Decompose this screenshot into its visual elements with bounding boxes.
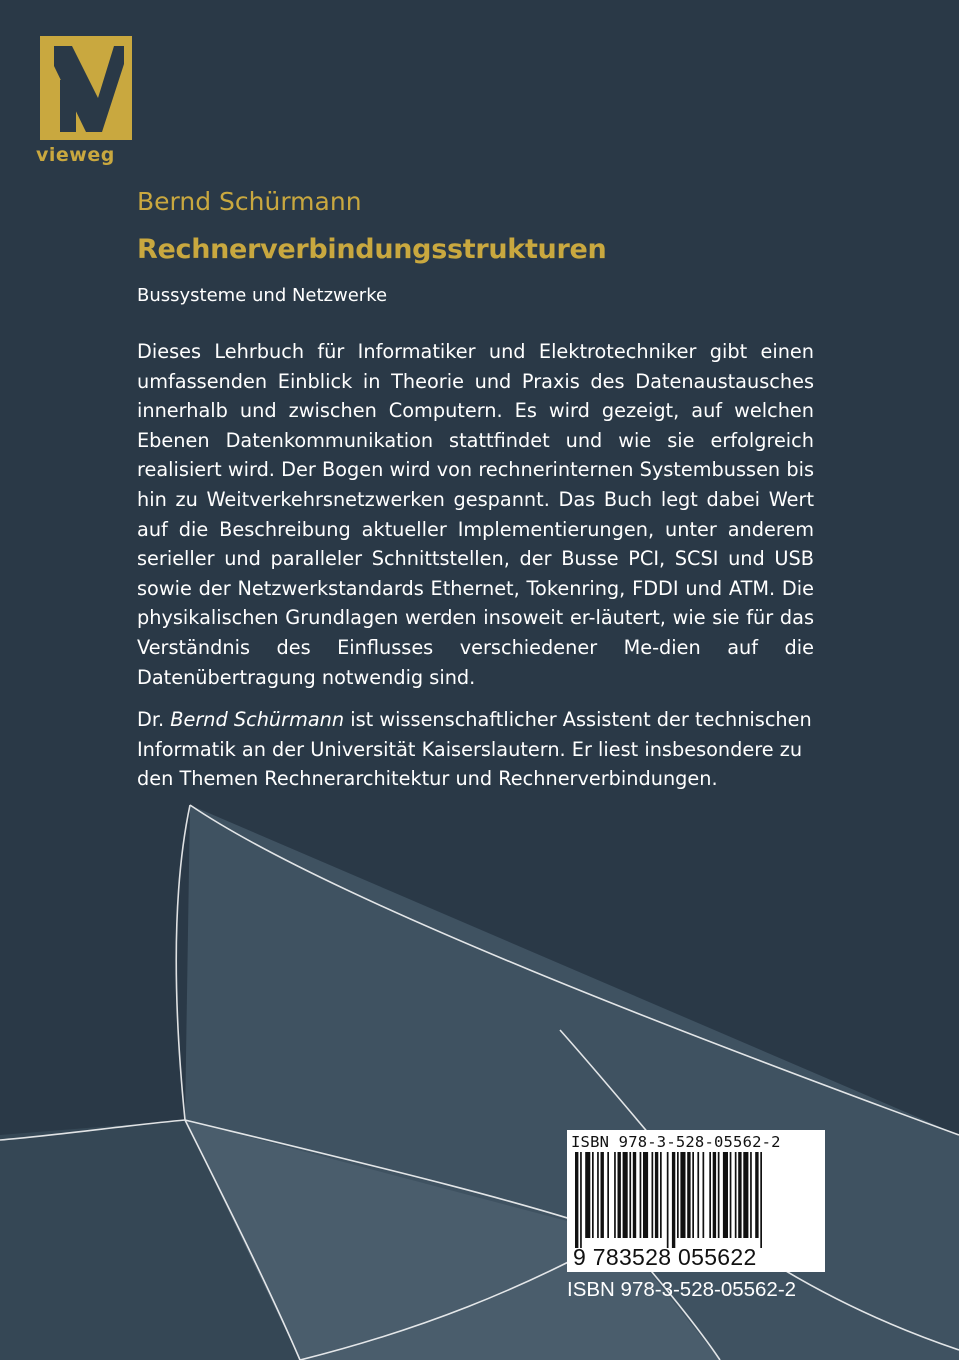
barcode-bar (592, 1152, 594, 1238)
barcode-bar (640, 1152, 642, 1238)
barcode-bar (730, 1152, 732, 1238)
barcode-bar (660, 1152, 662, 1238)
publisher-logo (36, 36, 140, 166)
barcode-bar (735, 1152, 737, 1238)
barcode-bar (680, 1152, 685, 1238)
author-name: Bernd Schürmann (137, 187, 362, 216)
barcode-bar (614, 1152, 616, 1238)
bio-prefix: Dr. (137, 708, 171, 731)
barcode-bar (585, 1152, 590, 1238)
barcode-bar (643, 1152, 648, 1238)
barcode-bar (623, 1152, 628, 1238)
barcode-bar (629, 1152, 631, 1238)
barcode-bar (760, 1152, 762, 1248)
barcode-bar (723, 1152, 728, 1238)
barcode-bar (697, 1152, 699, 1238)
barcode-bar (677, 1152, 679, 1238)
barcode-digits: 9 783528 055622 (573, 1244, 757, 1270)
barcode-bars (575, 1152, 819, 1248)
barcode-bar (750, 1152, 752, 1238)
barcode-bar (703, 1152, 705, 1238)
barcode-bar (713, 1152, 716, 1238)
book-subtitle: Bussysteme und Netzwerke (137, 285, 388, 306)
barcode-bar (655, 1152, 658, 1238)
author-bio (137, 705, 817, 794)
barcode-isbn-text: ISBN 978-3-528-05562-2 (571, 1133, 781, 1151)
barcode-bar (667, 1152, 669, 1248)
barcode-bar (755, 1152, 758, 1238)
barcode-bar (692, 1152, 694, 1238)
vieweg-emblem-icon (40, 36, 132, 140)
barcode-label (567, 1130, 825, 1272)
logo-wordmark: vieweg (36, 144, 115, 166)
barcode-bar (652, 1152, 654, 1238)
barcode-bar (601, 1152, 604, 1238)
barcode-bar (687, 1152, 690, 1238)
barcode-bar (580, 1152, 582, 1248)
vieweg-logo-mark (40, 36, 132, 140)
bio-author-name: Bernd Schürmann (170, 708, 345, 731)
barcode-bar (738, 1152, 741, 1238)
barcode-bar (575, 1152, 578, 1248)
barcode-bar (597, 1152, 599, 1238)
barcode-bar (672, 1152, 675, 1248)
barcode-bar (718, 1152, 720, 1238)
barcode-bar (607, 1152, 609, 1238)
book-description: Dieses Lehrbuch für Informatiker und Elektrotechniker gibt einen umfassenden Einblick in Theorie und Praxis des Datenaustausches innerhalb und zwischen Computern. Es wird gezeigt, auf welchen Ebenen Datenkommunikation stattfindet und wie sie erfolgreich realisiert wird. Der Bogen wird von rechnerinternen Systembussen bis hin zu Weitverkehrsnetzwerken gespannt. Das Buch legt dabei Wert auf die Beschreibung aktueller Implementierungen, unter anderem serieller und paralleler Schnittstellen, der Busse PCI, SCSI und USB sowie der Netzwerkstandards Ethernet, Tokenring, FDDI und ATM. Die physikalischen Grundlagen werden insoweit er-läutert, wie sie für das Verständnis des Einflusses verschiedener Me-dien auf die Datenübertragung notwendig sind. (137, 340, 814, 689)
barcode-bar (633, 1152, 636, 1238)
isbn-caption: ISBN 978-3-528-05562-2 (567, 1278, 797, 1301)
barcode-bar (618, 1152, 621, 1238)
bio-text: ist wissenschaftlicher Assistent der technischen Informatik an der Universität Kaiserslautern. Er liest insbesondere zu den Themen Rechnerarchitektur und Rechnerverbindungen. (137, 708, 812, 791)
barcode-bar (743, 1152, 748, 1238)
book-title: Rechnerverbindungsstrukturen (137, 234, 607, 265)
barcode-bar (709, 1152, 711, 1238)
